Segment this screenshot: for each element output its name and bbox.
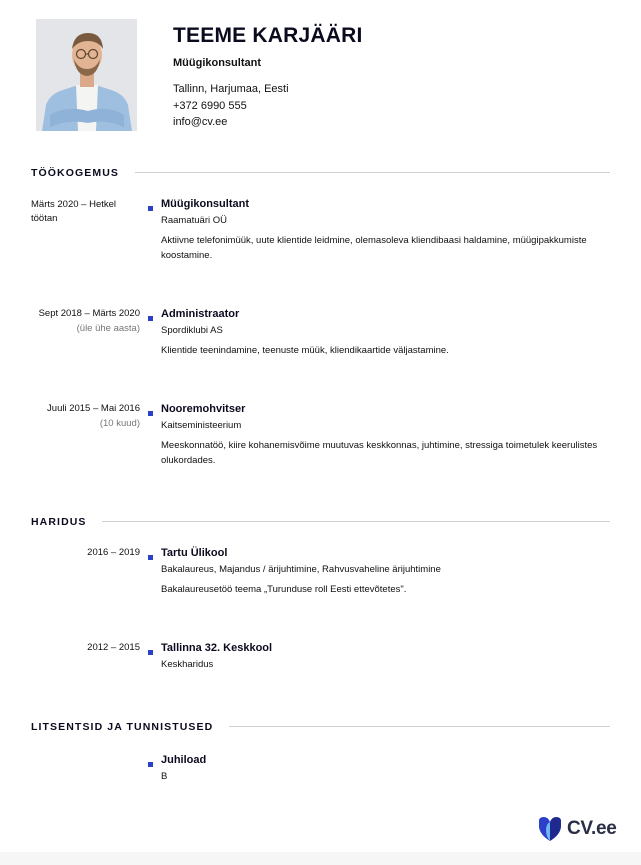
entry-organization: Kaitseministeerium	[161, 420, 242, 431]
heart-logo-icon	[536, 815, 564, 843]
entry-bullet-icon	[148, 206, 153, 211]
section-divider	[229, 726, 610, 727]
entry-bullet-icon	[148, 316, 153, 321]
candidate-role: Müügikonsultant	[173, 57, 261, 69]
cv-ee-logo[interactable]	[536, 815, 617, 843]
entry-date: Märts 2020 – Hetkel töötan	[31, 199, 117, 224]
section-heading-education	[31, 515, 87, 529]
entry-title: Juhiload	[161, 754, 207, 766]
section-heading-experience	[31, 166, 119, 180]
entry-bullet-icon	[148, 762, 153, 767]
entry-title: Administraator	[161, 308, 240, 320]
entry-organization: Keskharidus	[161, 659, 214, 670]
entry-title: Müügikonsultant	[161, 198, 249, 210]
candidate-name: TEEME KARJÄÄRI	[173, 24, 363, 47]
entry-description: Klientide teenindamine, teenuste müük, kliendikaartide väljastamine.	[161, 345, 449, 356]
entry-date: Juuli 2015 – Mai 2016	[47, 403, 140, 414]
entry-title: Tallinna 32. Keskkool	[161, 642, 273, 654]
entry-description: Meeskonnatöö, kiire kohanemisvõime muutuvas keskkonnas, juhtimine, stressiga toimetulek keerulistes olukordades.	[161, 440, 598, 466]
person-photo-icon	[36, 19, 137, 131]
entry-title: Nooremohvitser	[161, 403, 246, 415]
profile-photo	[36, 19, 137, 131]
section-divider	[135, 172, 610, 173]
entry-organization: B	[161, 771, 168, 782]
entry-bullet-icon	[148, 411, 153, 416]
entry-duration: (10 kuud)	[99, 418, 140, 429]
entry-organization: Spordiklubi AS	[161, 325, 223, 336]
entry-date: 2016 – 2019	[87, 547, 140, 558]
entry-bullet-icon	[148, 555, 153, 560]
section-heading-licenses	[31, 720, 213, 734]
section-title: HARIDUS	[31, 516, 87, 528]
entry-organization: Bakalaureus, Majandus / ärijuhtimine, Rahvusvaheline ärijuhtimine	[161, 564, 441, 575]
entry-duration: (üle ühe aasta)	[76, 323, 140, 334]
contact-phone: +372 6990 555	[173, 100, 247, 112]
logo-text: CV.ee	[567, 818, 617, 839]
entry-bullet-icon	[148, 650, 153, 655]
entry-date: 2012 – 2015	[87, 642, 140, 653]
entry-title: Tartu Ülikool	[161, 547, 228, 559]
entry-organization: Raamatuäri OÜ	[161, 215, 227, 226]
entry-description: Bakalaureusetöö teema „Turunduse roll Eesti ettevõtetes".	[161, 584, 407, 595]
section-title: LITSENTSID JA TUNNISTUSED	[31, 721, 214, 733]
contact-location: Tallinn, Harjumaa, Eesti	[173, 83, 289, 95]
section-divider	[102, 521, 610, 522]
entry-description: Aktiivne telefonimüük, uute klientide leidmine, olemasoleva kliendibaasi haldamine, müügipakkumiste koostamine.	[161, 235, 587, 261]
section-title: TÖÖKOGEMUS	[31, 167, 120, 179]
entry-date: Sept 2018 – Märts 2020	[38, 308, 140, 319]
contact-email[interactable]: info@cv.ee	[173, 116, 228, 128]
page-bottom-edge	[0, 852, 641, 865]
